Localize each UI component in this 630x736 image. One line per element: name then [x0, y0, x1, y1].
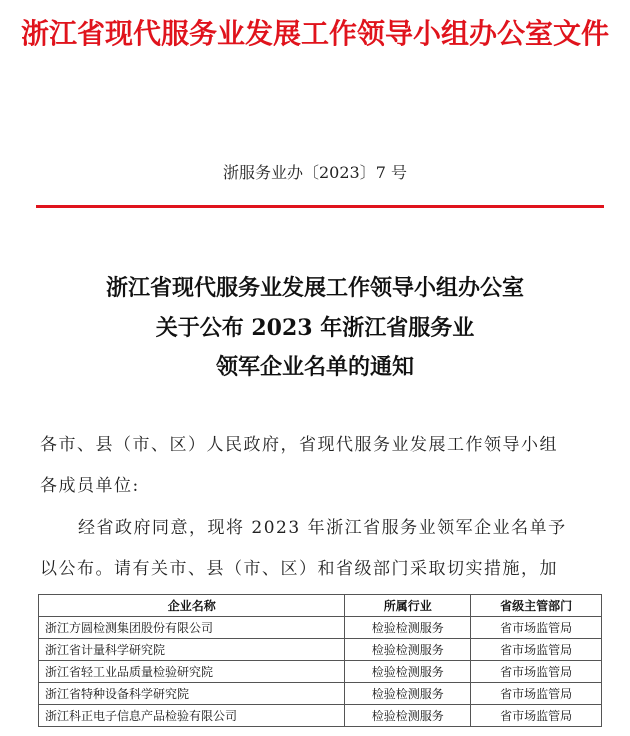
- company-name-cell: 浙江省特种设备科学研究院: [39, 683, 345, 705]
- table-row: [39, 661, 602, 683]
- company-name-cell: 浙江科正电子信息产品检验有限公司: [39, 705, 345, 727]
- body-line-1: 各市、县（市、区）人民政府，省现代服务业发展工作领导小组: [40, 435, 558, 455]
- body-line-4: 以公布。请有关市、县（市、区）和省级部门采取切实措施，加: [40, 559, 558, 579]
- title-line-1: 浙江省现代服务业发展工作领导小组办公室: [105, 275, 524, 301]
- department-cell: 省市场监管局: [471, 705, 602, 727]
- company-name-cell: 浙江省计量科学研究院: [39, 639, 345, 661]
- header-industry: 所属行业: [345, 595, 471, 617]
- body-line-3: 经省政府同意，现将 2023 年浙江省服务业领军企业名单予: [78, 518, 567, 538]
- title-line-2: 关于公布 2023 年浙江省服务业: [155, 315, 475, 341]
- title-line-3: 领军企业名单的通知: [215, 354, 414, 380]
- body-line-2: 各成员单位:: [40, 476, 140, 496]
- table-row: [39, 705, 602, 727]
- document-number: 浙服务业办〔2023〕7 号: [223, 163, 407, 182]
- department-cell: 省市场监管局: [471, 661, 602, 683]
- issuer-header: 浙江省现代服务业发展工作领导小组办公室文件: [20, 17, 609, 50]
- industry-cell: 检验检测服务: [345, 639, 471, 661]
- header-department: 省级主管部门: [471, 595, 602, 617]
- industry-cell: 检验检测服务: [345, 661, 471, 683]
- header-company-name: 企业名称: [39, 595, 345, 617]
- department-cell: 省市场监管局: [471, 683, 602, 705]
- table-header-row: [39, 595, 602, 617]
- table-row: [39, 683, 602, 705]
- industry-cell: 检验检测服务: [345, 617, 471, 639]
- table-row: [39, 617, 602, 639]
- red-divider: [36, 205, 604, 208]
- department-cell: 省市场监管局: [471, 639, 602, 661]
- company-name-cell: 浙江省轻工业品质量检验研究院: [39, 661, 345, 683]
- enterprise-table: [38, 594, 602, 727]
- industry-cell: 检验检测服务: [345, 705, 471, 727]
- company-name-cell: 浙江方圆检测集团股份有限公司: [39, 617, 345, 639]
- department-cell: 省市场监管局: [471, 617, 602, 639]
- table-row: [39, 639, 602, 661]
- industry-cell: 检验检测服务: [345, 683, 471, 705]
